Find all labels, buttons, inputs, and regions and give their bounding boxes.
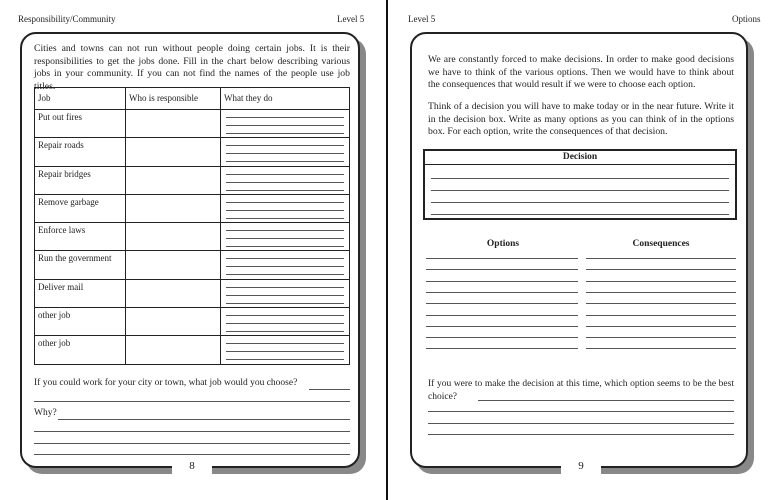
job-cell: Enforce laws (35, 223, 126, 251)
what-they-do-cell[interactable] (221, 166, 350, 194)
table-row (35, 166, 350, 194)
decision-line[interactable] (431, 190, 729, 191)
write-line[interactable] (226, 296, 344, 304)
why-answer-line[interactable] (58, 419, 350, 420)
options-title: Options (486, 239, 520, 249)
col-header-job: Job (35, 88, 126, 110)
right-worksheet (410, 32, 748, 472)
who-responsible-cell[interactable] (126, 110, 221, 138)
consequence-line[interactable] (586, 269, 736, 270)
write-line[interactable] (226, 195, 344, 203)
right-header-level: Level 5 (408, 14, 436, 24)
consequence-line[interactable] (586, 258, 736, 259)
what-they-do-cell[interactable] (221, 138, 350, 166)
option-line[interactable] (426, 281, 578, 282)
decision-line[interactable] (431, 178, 729, 179)
jobs-table-header (35, 88, 350, 110)
who-responsible-cell[interactable] (126, 223, 221, 251)
consequence-line[interactable] (586, 315, 736, 316)
write-line[interactable] (226, 110, 344, 118)
job-cell: Deliver mail (35, 279, 126, 307)
table-row (35, 279, 350, 307)
option-line[interactable] (426, 258, 578, 259)
what-they-do-cell[interactable] (221, 279, 350, 307)
job-cell: Remove garbage (35, 194, 126, 222)
who-responsible-cell[interactable] (126, 138, 221, 166)
what-they-do-cell[interactable] (221, 194, 350, 222)
consequence-line[interactable] (586, 326, 736, 327)
col-header-who: Who is responsible (126, 88, 221, 110)
table-row (35, 308, 350, 336)
write-line[interactable] (226, 267, 344, 275)
write-line[interactable] (226, 316, 344, 324)
who-responsible-cell[interactable] (126, 194, 221, 222)
job-cell: Run the government (35, 251, 126, 279)
col-header-what: What they do (221, 88, 350, 110)
decision-line[interactable] (431, 202, 729, 203)
write-line[interactable] (226, 154, 344, 162)
option-line[interactable] (426, 269, 578, 270)
write-line[interactable] (226, 146, 344, 154)
option-line[interactable] (426, 337, 578, 338)
right-page-number: 9 (561, 455, 601, 477)
decision-box (423, 149, 737, 220)
left-page-number: 8 (172, 455, 212, 477)
write-line[interactable] (226, 138, 344, 146)
write-line[interactable] (226, 239, 344, 247)
left-header-title: Responsibility/Community (18, 14, 116, 24)
who-responsible-cell[interactable] (126, 251, 221, 279)
consequence-line[interactable] (586, 348, 736, 349)
write-line[interactable] (226, 280, 344, 288)
write-line[interactable] (226, 231, 344, 239)
best-choice-question: If you were to make the decision at this time, which option seems to be the best choice? (428, 379, 734, 402)
what-they-do-cell[interactable] (221, 251, 350, 279)
what-they-do-cell[interactable] (221, 223, 350, 251)
job-choice-question: If you could work for your city or town, what job would you choose? (34, 378, 298, 388)
write-line[interactable] (226, 126, 344, 134)
why-answer-line[interactable] (34, 431, 350, 432)
left-header-level: Level 5 (337, 14, 365, 24)
job-cell: other job (35, 336, 126, 364)
consequence-line[interactable] (586, 281, 736, 282)
write-line[interactable] (226, 344, 344, 352)
write-line[interactable] (226, 167, 344, 175)
who-responsible-cell[interactable] (126, 279, 221, 307)
table-row (35, 223, 350, 251)
job-choice-answer-line[interactable] (309, 389, 350, 390)
job-cell: Put out fires (35, 110, 126, 138)
write-line[interactable] (226, 118, 344, 126)
job-cell: Repair roads (35, 138, 126, 166)
decision-title: Decision (425, 151, 735, 165)
option-line[interactable] (426, 292, 578, 293)
table-row (35, 138, 350, 166)
option-line[interactable] (426, 303, 578, 304)
right-header-title: Options (732, 14, 761, 24)
what-they-do-cell[interactable] (221, 110, 350, 138)
consequence-line[interactable] (586, 292, 736, 293)
job-choice-answer-line-2[interactable] (34, 401, 350, 402)
write-line[interactable] (226, 183, 344, 191)
who-responsible-cell[interactable] (126, 166, 221, 194)
write-line[interactable] (226, 352, 344, 360)
left-intro-text: Cities and towns can not run without people doing certain jobs. It is their responsibilities to get the jobs done. Fill in the chart below describing various jobs in your community. If you can not find the names of the people use job titles. (34, 43, 350, 92)
right-intro-text-1: We are constantly forced to make decisions. In order to make good decisions we have to think of the various options. Then we would have to think about the consequences that would result if we were to choose each option. (428, 54, 734, 90)
table-row (35, 336, 350, 364)
who-responsible-cell[interactable] (126, 308, 221, 336)
left-worksheet (20, 32, 360, 472)
job-cell: Repair bridges (35, 166, 126, 194)
table-row (35, 110, 350, 138)
best-choice-line[interactable] (428, 423, 734, 424)
why-answer-line[interactable] (34, 443, 350, 444)
consequence-line[interactable] (586, 337, 736, 338)
jobs-table (34, 87, 350, 365)
table-row (35, 194, 350, 222)
write-line[interactable] (226, 308, 344, 316)
write-line[interactable] (226, 203, 344, 211)
why-label: Why? (34, 408, 57, 418)
what-they-do-cell[interactable] (221, 308, 350, 336)
right-intro-text-2: Think of a decision you will have to make today or in the near future. Write it in the decision box. Write as many options as you can think of in the options box. For each option, write the consequences of that decision. (428, 101, 734, 137)
who-responsible-cell[interactable] (126, 336, 221, 364)
write-line[interactable] (226, 211, 344, 219)
write-line[interactable] (226, 175, 344, 183)
best-choice-line[interactable] (428, 434, 734, 435)
decision-line[interactable] (431, 214, 729, 215)
job-cell: other job (35, 308, 126, 336)
write-line[interactable] (226, 259, 344, 267)
page-divider (386, 0, 388, 500)
consequence-line[interactable] (586, 303, 736, 304)
consequences-title: Consequences (632, 239, 690, 249)
table-row (35, 251, 350, 279)
write-line[interactable] (226, 251, 344, 259)
option-line[interactable] (426, 315, 578, 316)
best-choice-line[interactable] (428, 411, 734, 412)
write-line[interactable] (226, 324, 344, 332)
best-choice-line[interactable] (478, 400, 734, 401)
write-line[interactable] (226, 288, 344, 296)
what-they-do-cell[interactable] (221, 336, 350, 364)
option-line[interactable] (426, 348, 578, 349)
write-line[interactable] (226, 336, 344, 344)
option-line[interactable] (426, 326, 578, 327)
write-line[interactable] (226, 223, 344, 231)
